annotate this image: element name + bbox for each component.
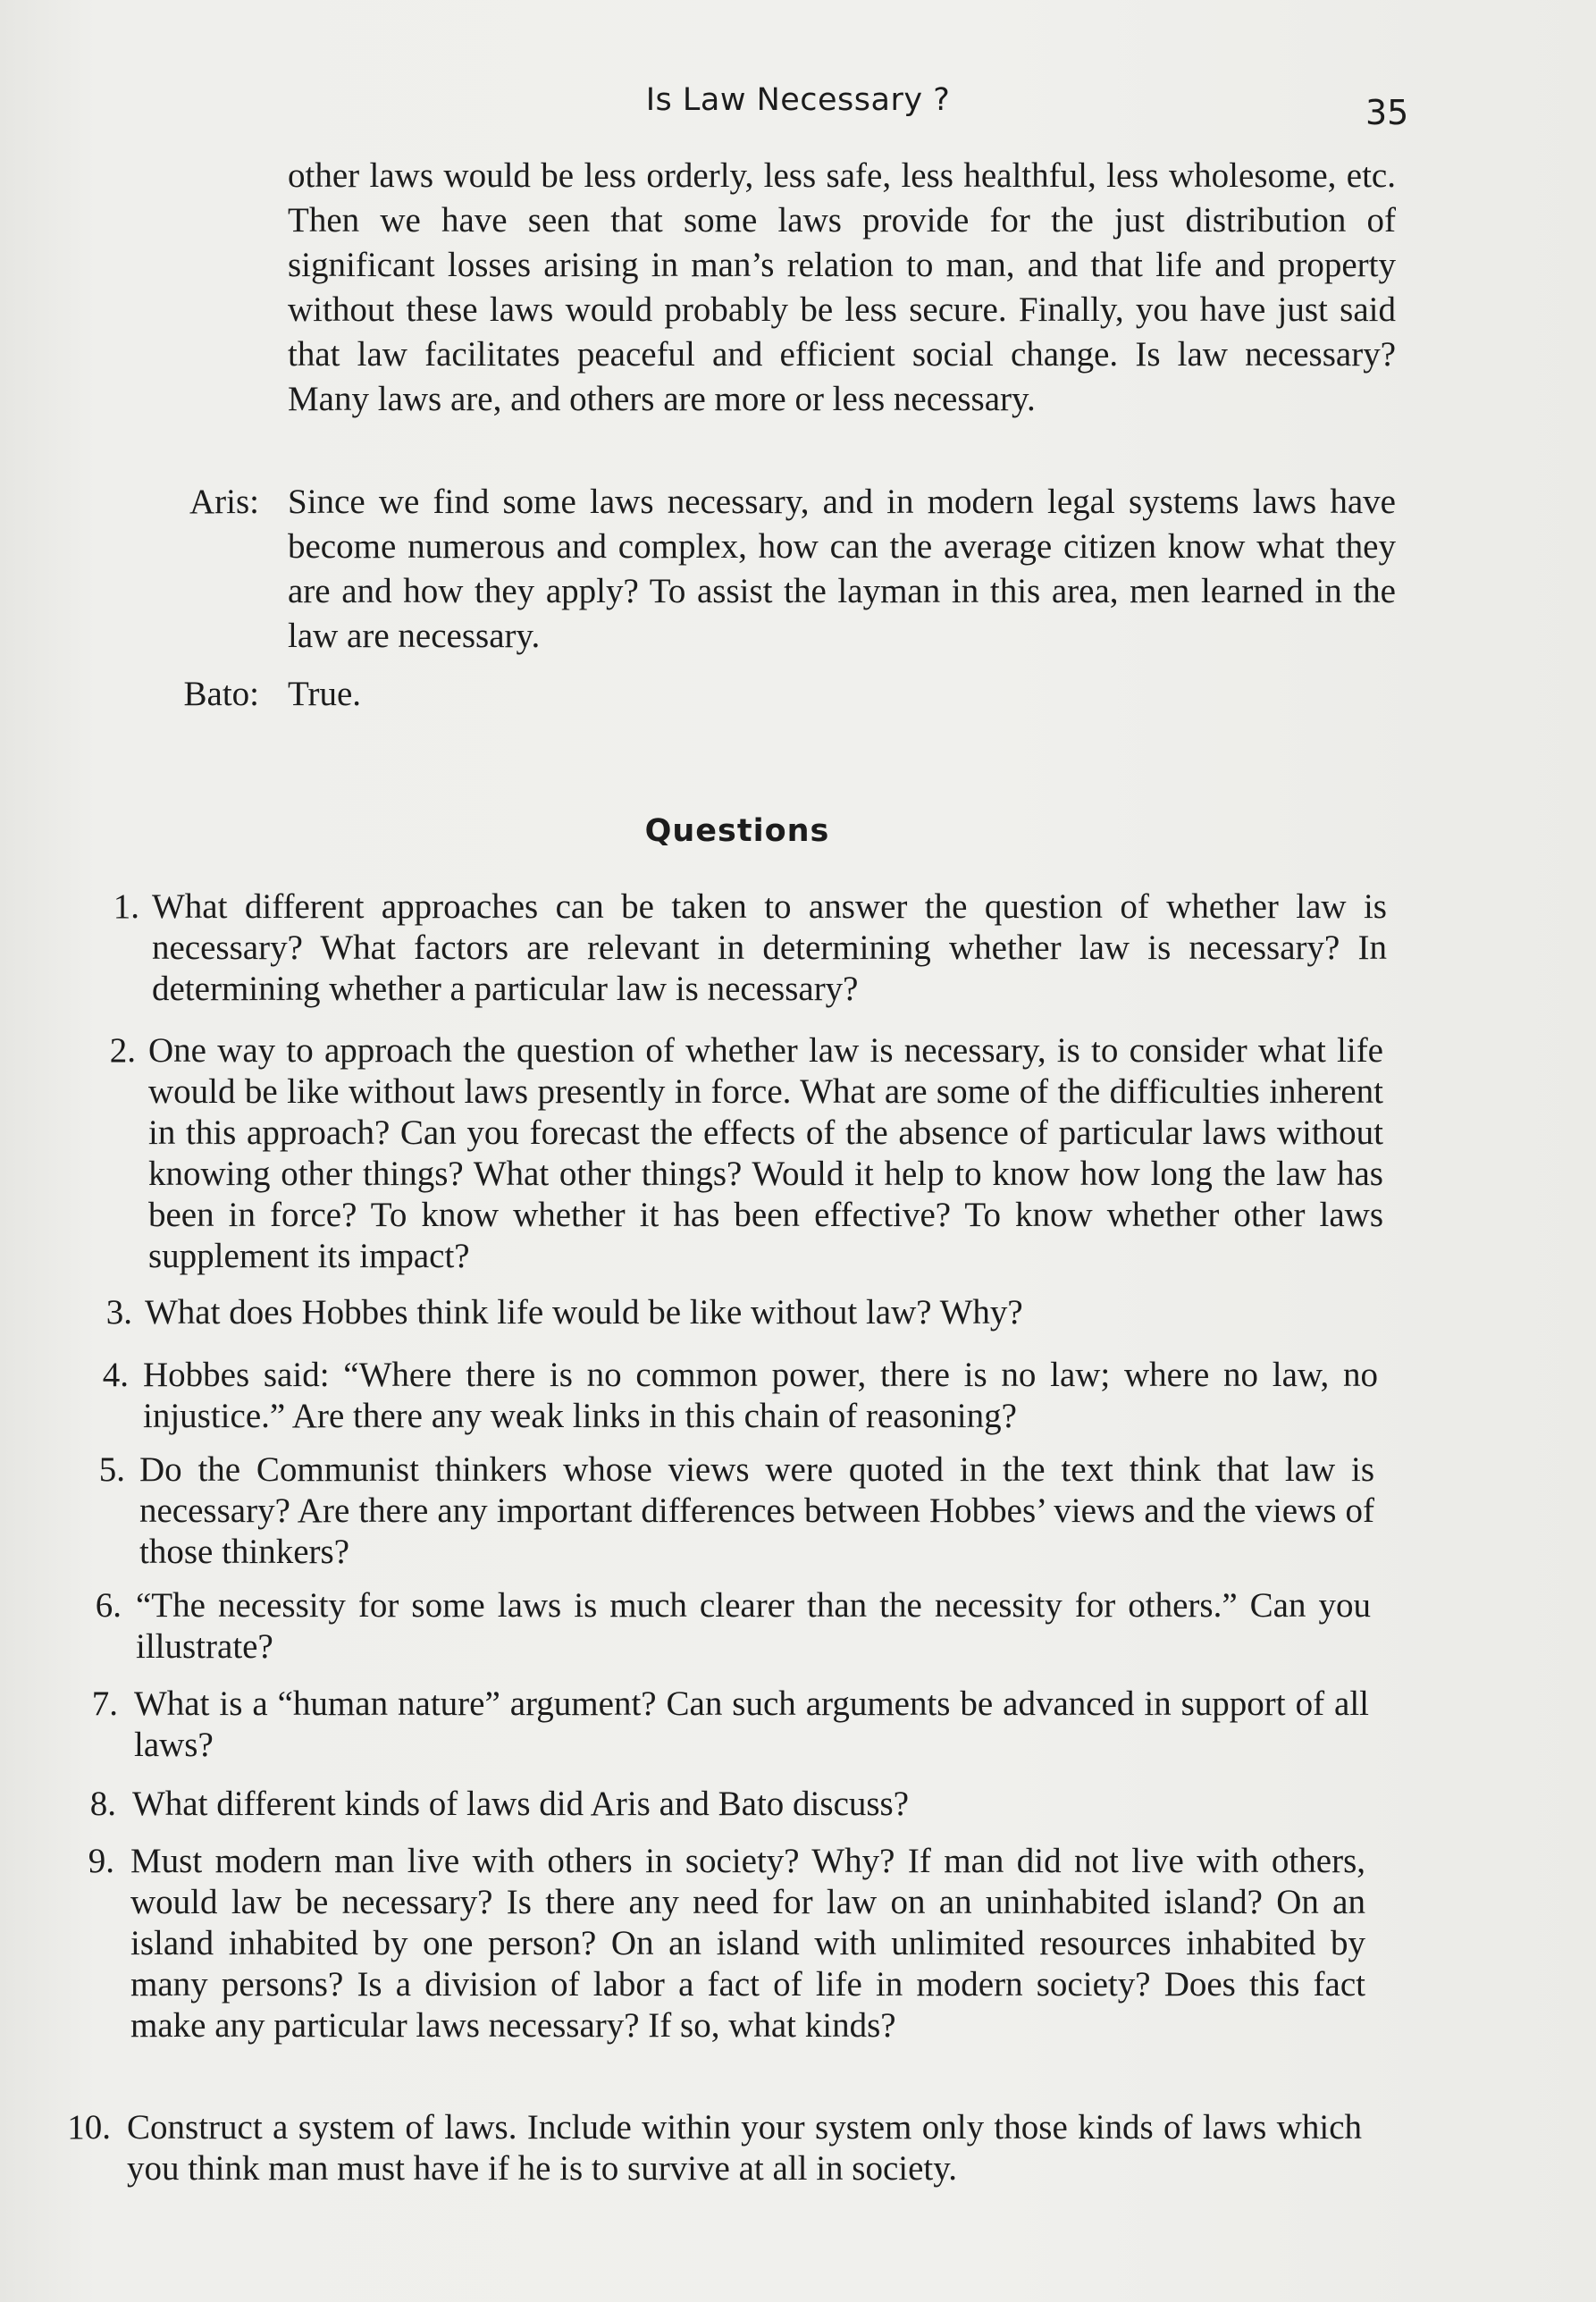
dialogue-paragraph: True. [288, 675, 361, 713]
speaker-label: Aris: [189, 483, 259, 521]
question-number: 5. [98, 1450, 125, 1489]
dialogue-paragraph: other laws would be less orderly, less safe, less healthful, less wholesome, etc. Then we have seen that some laws provide for the just distribution of significant losses arising in man’s relation to man, and that life and property without these laws would probably be less secure. Finally, you have just said that law facilitates peaceful and efficient social change. Is law necessary? Many laws are, and others are more or less necessary. [288, 156, 1396, 418]
question-text: One way to approach the question of whether law is necessary, is to consider what life would be like without laws presently in force. What are some of the difficulties inherent in this approach? Can you forecast the effects of the absence of particular laws without knowing other things? What other things? Would it help to know how long the law has been in force? To know whether it has been effective? To know whether other laws supplement its impact? [148, 1031, 1383, 1275]
question-text: Must modern man live with others in society? Why? If man did not live with others, would law be necessary? Is there any need for law on an uninhabited island? On an island inhabited by one person? On an island with unlimited resources inhabited by many persons? Is a division of labor a fact of life in modern society? Does this fact make any particular laws necessary? If so, what kinds? [130, 1842, 1365, 2045]
question-text: What does Hobbes think life would be like without law? Why? [145, 1293, 1023, 1332]
running-head: Is Law Necessary ? [645, 82, 951, 118]
dialogue-paragraph: Since we find some laws necessary, and in modern legal systems laws have become numerous and complex, how can the average citizen know what they are and how they apply? To assist the layman in this area, men learned in the law are necessary. [288, 483, 1396, 655]
questions-heading: Questions [644, 813, 830, 849]
question-text: What different approaches can be taken to answer the question of whether law is necessary? What factors are relevant in determining whether law is necessary? In determining whether a particular law is necessary? [152, 887, 1387, 1008]
question-number: 8. [89, 1785, 116, 1823]
question-text: What is a “human nature” argument? Can such arguments be advanced in support of all laws? [134, 1684, 1369, 1764]
question-text: Hobbes said: “Where there is no common power, there is no law; where no law, no injustice.” Are there any weak links in this chain of reasoning? [143, 1356, 1378, 1435]
question-number: 2. [109, 1031, 136, 1070]
question-text: What different kinds of laws did Aris and Bato discuss? [132, 1785, 910, 1823]
question-text: Construct a system of laws. Include within your system only those kinds of laws which you think man must have if he is to survive at all in society. [127, 2108, 1362, 2188]
question-text: “The necessity for some laws is much clearer than the necessity for others.” Can you illustrate? [136, 1586, 1371, 1666]
question-number: 1. [113, 887, 139, 926]
speaker-label: Bato: [183, 675, 259, 713]
question-number: 3. [105, 1293, 132, 1332]
page-number: 35 [1365, 93, 1409, 132]
question-number: 9. [88, 1842, 114, 1880]
question-text: Do the Communist thinkers whose views were quoted in the text think that law is necessary? Are there any important differences between Hobbes’ views and the views of those thinkers? [139, 1450, 1374, 1571]
question-number: 10. [67, 2108, 111, 2147]
question-number: 4. [102, 1356, 129, 1394]
question-number: 6. [95, 1586, 122, 1625]
question-number: 7. [91, 1684, 118, 1723]
